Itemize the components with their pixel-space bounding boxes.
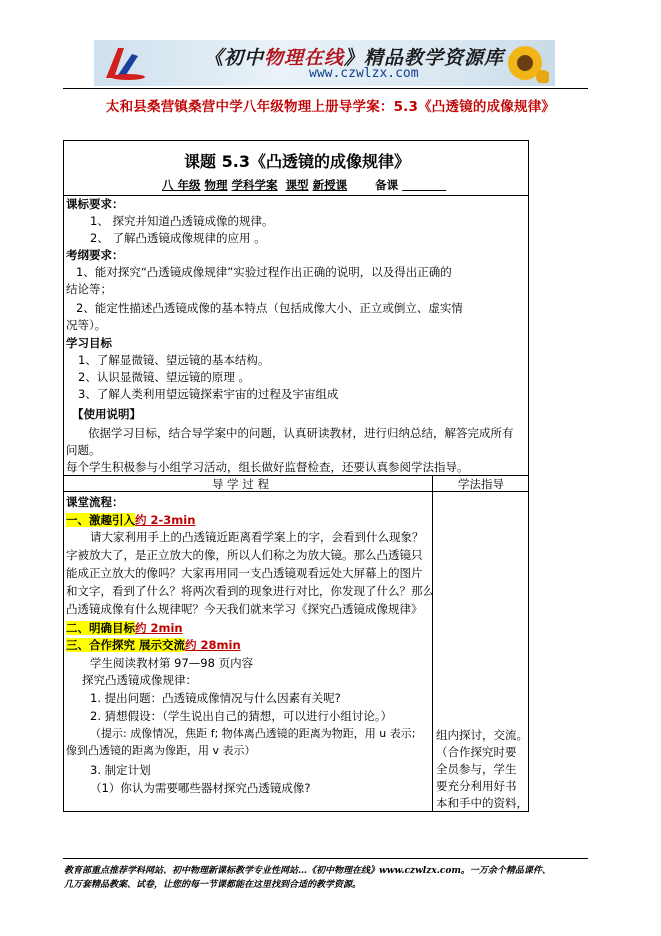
section-intro: 一、激趣引入约 2-3min (66, 513, 196, 527)
explore-line: 2. 猜想假设：（学生说出自己的猜想，可以进行小组讨论。） (90, 709, 393, 723)
exam-line: 1、能对探究“凸透镜成像规律”实验过程作出正确的说明，以及得出正确的 (76, 265, 452, 279)
banner-title: 《初中物理在线》精品教学资源库 (204, 47, 505, 69)
guide-column-header: 学法指导 (458, 477, 504, 491)
standards-item: 2、 了解凸透镜成像规律的应用 。 (90, 231, 266, 245)
process-column-header: 导 学 过 程 (212, 477, 269, 491)
goal-item: 1、了解显微镜、望远镜的基本结构。 (78, 353, 270, 367)
explore-line: 1. 提出问题：凸透镜成像情况与什么因素有关呢? (90, 691, 341, 705)
guide-line: 组内探讨，交流。 (436, 728, 528, 742)
intro-line: 字被放大了，是正立放大的像，所以人们称之为放大镜。那么凸透镜只 (66, 548, 423, 562)
header-divider (63, 88, 588, 89)
explore-line: 3. 制定计划 (90, 763, 151, 777)
usage-heading: 【使用说明】 (72, 407, 141, 421)
guide-line: 要充分利用好书 (436, 779, 517, 793)
intro-line: 能成正立放大的像吗？大家再用同一支凸透镜观看远处大屏幕上的图片 (66, 566, 423, 580)
usage-line: 依据学习目标，结合导学案中的问题，认真研读教材，进行归纳总结，解答完成所有 (88, 426, 514, 440)
usage-line: 每个学生积极参与小组学习活动，组长做好监督检查，还要认真参阅学法指导。 (66, 460, 469, 474)
guide-line: （合作探究时要 (436, 745, 517, 759)
goal-item: 3、了解人类利用望远镜探索宇宙的过程及宇宙组成 (78, 387, 339, 401)
table-rule (64, 195, 528, 196)
intro-line: 凸透镜成像有什么规律呢？今天我们就来学习《探究凸透镜成像规律》 (66, 602, 423, 616)
standards-heading: 课标要求： (66, 197, 124, 211)
explore-line: 学生阅读教材第 97—98 页内容 (90, 656, 254, 670)
explore-line: 探究凸透镜成像规律： (82, 673, 197, 687)
explore-line: （提示: 成像情况，焦距 f; 物体离凸透镜的距离为物距，用 u 表示; (90, 727, 416, 740)
guide-line: 本和手中的资料， (436, 796, 528, 810)
document-heading: 太和县桑营镇桑营中学八年级物理上册导学案：5.3《凸透镜的成像规律》 (105, 99, 556, 115)
lesson-table (63, 140, 529, 812)
explore-line: 像到凸透镜的距离为像距，用 v 表示） (66, 744, 256, 757)
exam-line: 况等）。 (66, 318, 107, 332)
flow-heading: 课堂流程： (66, 495, 124, 509)
sunflower-icon (501, 43, 549, 83)
intro-line: 请大家利用手上的凸透镜近距离看学案上的字，会看到什么现象？ (90, 530, 424, 544)
goal-item: 2、认识显微镜、望远镜的原理 。 (78, 370, 250, 384)
guide-line: 全员参与，学生 (436, 762, 517, 776)
column-divider (432, 475, 433, 811)
section-cooperate: 三、合作探究 展示交流约 28min (66, 638, 241, 652)
header-banner (94, 40, 555, 86)
intro-line: 和文字，看到了什么？将两次看到的现象进行对比，你发现了什么？那么 (66, 584, 434, 598)
footer-line: 几万套精品教案、试卷，让您的每一节课都能在这里找到合适的教学资源。 (64, 880, 362, 890)
site-logo-icon (102, 44, 146, 82)
footer-line: 教育部重点推荐学科网站、初中物理新课标教学专业性网站…《初中物理在线》www.czwlzx.com。一万余个精品课件、 (64, 866, 551, 876)
goals-heading: 学习目标 (66, 336, 112, 350)
banner-url: www.czwlzx.com (309, 66, 419, 81)
explore-line: （1）你认为需要哪些器材探究凸透镜成像? (90, 781, 311, 795)
lesson-meta: 八 年级 物理 学科学案 课型 新授课 备课 (162, 178, 399, 192)
exam-line: 结论等； (66, 282, 112, 296)
section-goals: 二、明确目标约 2min (66, 621, 183, 635)
lesson-title: 课题 5.3《凸透镜的成像规律》 (184, 152, 410, 171)
exam-line: 2、能定性描述凸透镜成像的基本特点（包括成像大小、正立或倒立、虚实情 (76, 301, 463, 315)
usage-line: 问题。 (66, 443, 101, 457)
standards-item: 1、 探究并知道凸透镜成像的规律。 (90, 214, 274, 228)
exam-heading: 考纲要求： (66, 248, 124, 262)
footer-divider (63, 858, 588, 859)
